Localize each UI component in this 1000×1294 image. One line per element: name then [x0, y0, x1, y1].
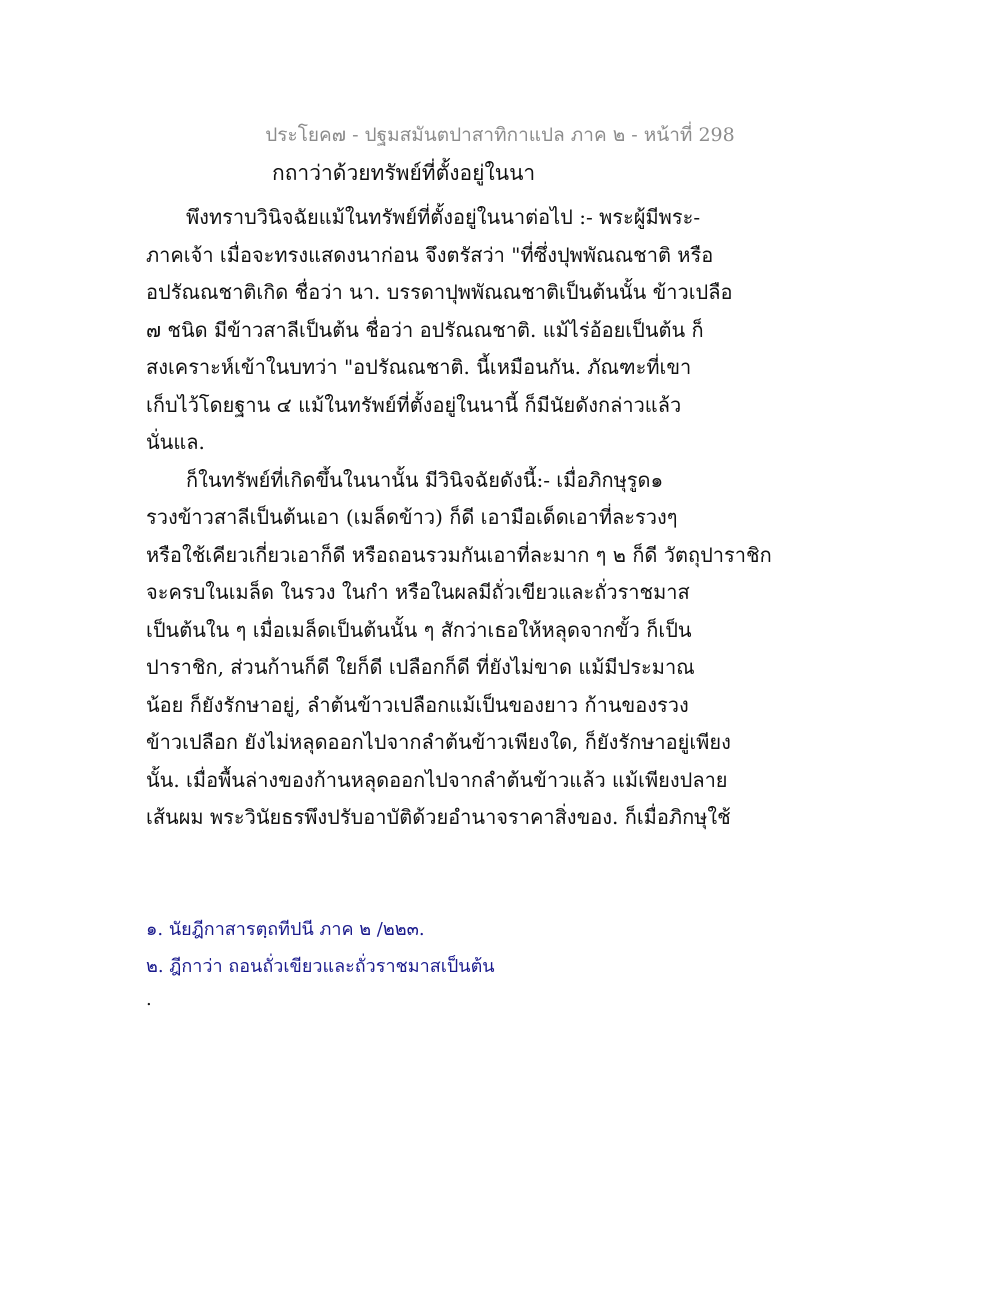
paragraph-2-line: ก็ในทรัพย์ที่เกิดขึ้นในนานั้น มีวินิจฉัยดังนี้:- เมื่อภิกษุรูด๑ — [186, 467, 664, 492]
footnotes — [146, 911, 495, 985]
paragraph-2-line: นั้น. เมื่อพื้นล่างของก้านหลุดออกไปจากลำต้นข้าวแล้ว แม้เพียงปลาย — [146, 767, 728, 792]
paragraph-1-line: นั่นแล. — [146, 430, 205, 454]
body-text — [146, 199, 772, 837]
footnote-2: ๒. ฎีกาว่า ถอนถั่วเขียวและถั่วราชมาสเป็นต้น — [146, 956, 495, 977]
paragraph-2-line: รวงข้าวสาลีเป็นต้นเอา (เมล็ดข้าว) ก็ดี เอามือเด็ดเอาที่ละรวงๆ — [146, 505, 678, 529]
footnote-1: ๑. นัยฎีกาสารตฺถทีปนี ภาค ๒ /๒๒๓. — [146, 919, 425, 940]
paragraph-1-line: พึงทราบวินิจฉัยแม้ในทรัพย์ที่ตั้งอยู่ในนาต่อไป :- พระผู้มีพระ- — [186, 205, 701, 229]
paragraph-2-line: ปาราชิก, ส่วนก้านก็ดี ใยก็ดี เปลือกก็ดี ที่ยังไม่ขาด แม้มีประมาณ — [146, 655, 695, 679]
paragraph-1-line: เก็บไว้โดยฐาน ๔ แม้ในทรัพย์ที่ตั้งอยู่ในนานี้ ก็มีนัยดังกล่าวแล้ว — [146, 392, 682, 417]
trailing-mark: . — [146, 989, 152, 1010]
paragraph-2-line: เป็นต้นใน ๆ เมื่อเมล็ดเป็นต้นนั้น ๆ สักว่าเธอให้หลุดจากขั้ว ก็เป็น — [146, 617, 692, 642]
section-title: กถาว่าด้วยทรัพย์ที่ตั้งอยู่ในนา — [272, 161, 536, 185]
paragraph-1-line: สงเคราะห์เข้าในบทว่า "อปรัณณชาติ. นี้เหมือนกัน. ภัณฑะที่เขา — [146, 355, 692, 379]
paragraph-1-line: ๗ ชนิด มีข้าวสาลีเป็นต้น ชื่อว่า อปรัณณชาติ. แม้ไร่อ้อยเป็นต้น ก็ — [146, 317, 704, 342]
paragraph-1-line: อปรัณณชาติเกิด ชื่อว่า นา. บรรดาปุพพัณณชาติเป็นต้นนั้น ข้าวเปลือ — [146, 280, 733, 304]
paragraph-2-line: จะครบในเมล็ด ในรวง ในกำ หรือในผลมีถั่วเขียวและถั่วราชมาส — [146, 580, 690, 604]
paragraph-2-line: ข้าวเปลือก ยังไม่หลุดออกไปจากลำต้นข้าวเพียงใด, ก็ยังรักษาอยู่เพียง — [146, 730, 731, 754]
paragraph-1-line: ภาคเจ้า เมื่อจะทรงแสดงนาก่อน จึงตรัสว่า "ที่ซึ่งปุพพัณณชาติ หรือ — [146, 242, 714, 267]
paragraph-2-line: หรือใช้เคียวเกี่ยวเอาก็ดี หรือถอนรวมกันเอาที่ละมาก ๆ ๒ ก็ดี วัตถุปาราชิก — [146, 542, 772, 567]
page-header: ประโยค๗ - ปฐมสมันตปาสาทิกาแปล ภาค ๒ - หน้าที่ 298 — [265, 124, 735, 146]
paragraph-2-line: น้อย ก็ยังรักษาอยู่, ลำต้นข้าวเปลือกแม้เป็นของยาว ก้านของรวง — [146, 692, 689, 717]
paragraph-2-line: เส้นผม พระวินัยธรพึงปรับอาบัติด้วยอำนาจราคาสิ่งของ. ก็เมื่อภิกษุใช้ — [146, 805, 731, 829]
